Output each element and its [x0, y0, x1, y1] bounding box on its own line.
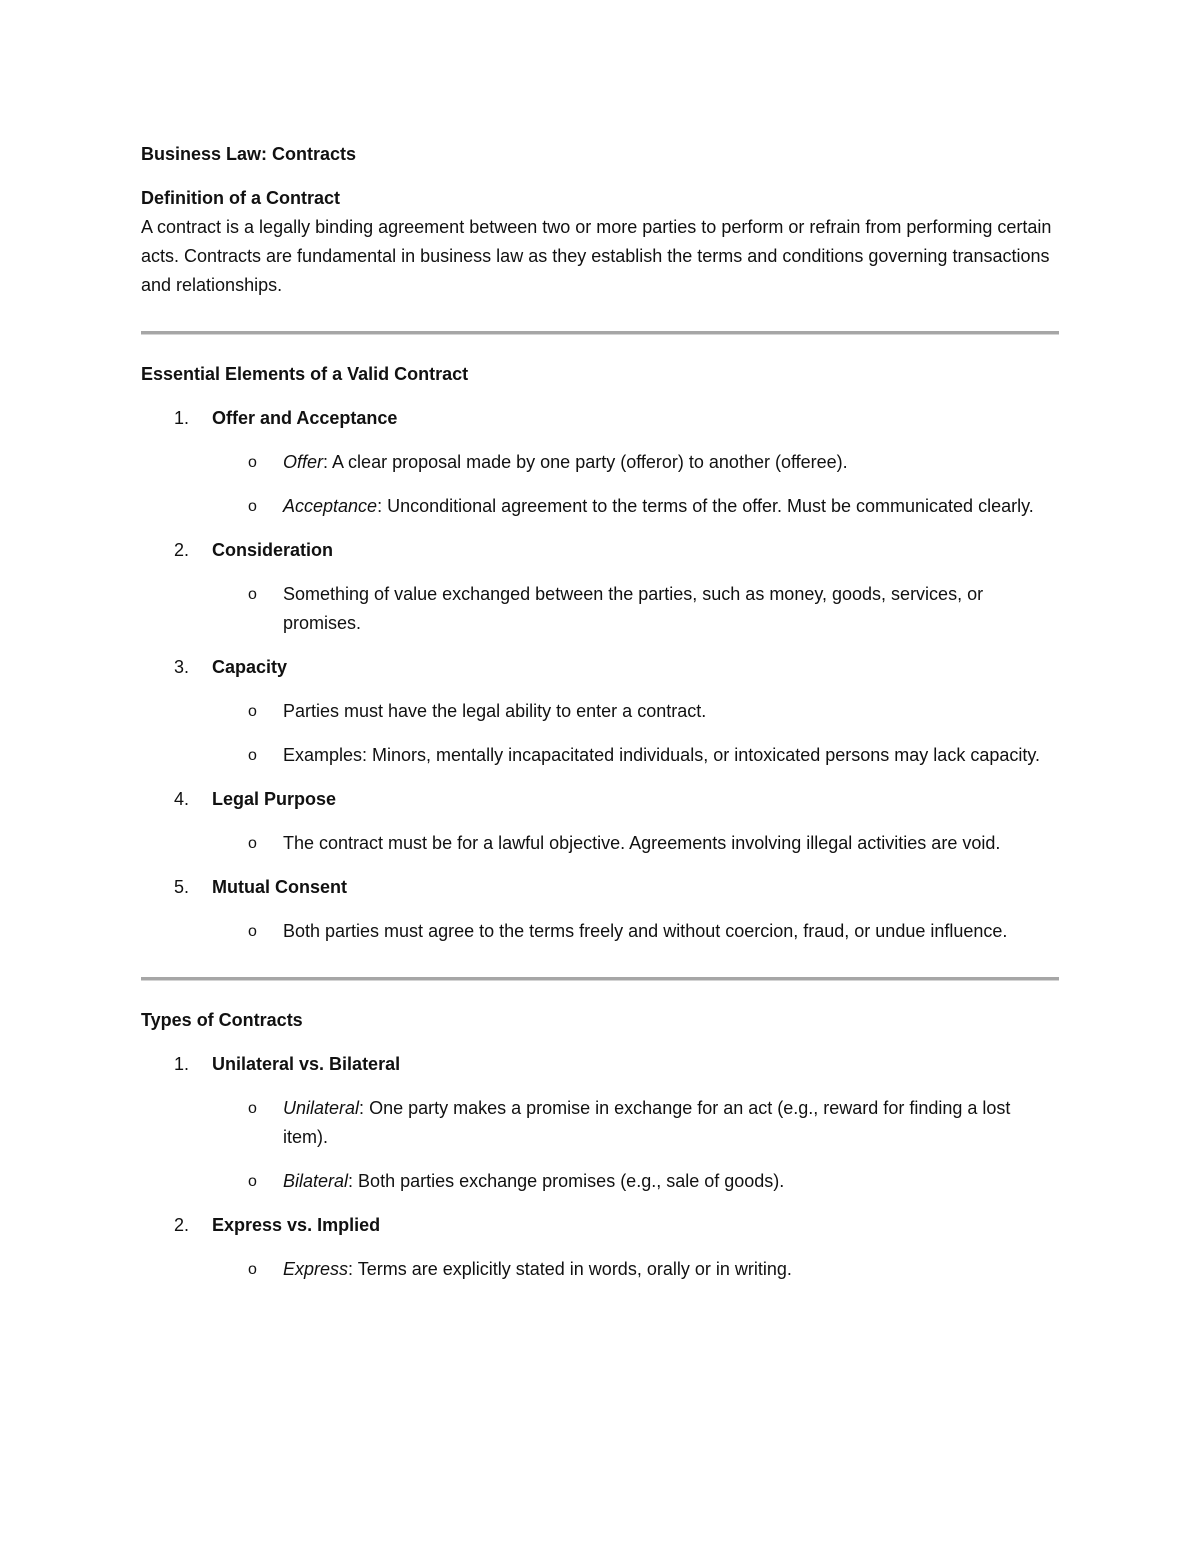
sub-list [212, 1094, 1059, 1196]
sub-item-text: One party makes a promise in exchange for an act (e.g., reward for finding a lost item). [283, 1098, 1011, 1147]
sub-item-text: Terms are explicitly stated in words, orally or in writing. [353, 1259, 792, 1279]
term-label: Bilateral [283, 1171, 349, 1191]
sub-item-text: Both parties must agree to the terms freely and without coercion, fraud, or undue influence. [283, 921, 1008, 941]
list-item-title: Consideration [212, 540, 334, 560]
section-divider [141, 977, 1059, 981]
list-item-title: Mutual Consent [212, 877, 347, 897]
term-separator: : [359, 1098, 365, 1118]
term-label: Acceptance [283, 496, 378, 516]
circle-bullet-icon: o [248, 1100, 257, 1117]
sub-list-item [212, 829, 1059, 858]
term-separator: : [323, 452, 329, 472]
sub-item-text: The contract must be for a lawful objective. Agreements involving illegal activities are void. [283, 833, 1001, 853]
sub-item-text: Both parties exchange promises (e.g., sale of goods). [353, 1171, 785, 1191]
types-item [141, 1050, 1059, 1196]
circle-bullet-icon: o [248, 1173, 257, 1190]
term-label: Unilateral [283, 1098, 360, 1118]
list-number: 3. [174, 657, 190, 677]
list-item-title: Capacity [212, 657, 288, 677]
sub-list-item [212, 697, 1059, 726]
definition-paragraph: A contract is a legally binding agreement between two or more parties to perform or refrain from performing certain acts. Contracts are fundamental in business law as they establish the terms and conditions governing transactions and relationships. [141, 217, 1052, 295]
elements-item [141, 785, 1059, 858]
elements-item [141, 873, 1059, 946]
sub-list [212, 917, 1059, 946]
circle-bullet-icon: o [248, 923, 257, 940]
sub-list [212, 448, 1059, 521]
circle-bullet-icon: o [248, 1261, 257, 1278]
list-number: 1. [174, 1054, 190, 1074]
circle-bullet-icon: o [248, 454, 257, 471]
document-title: Business Law: Contracts [141, 144, 357, 164]
sub-item-text: Parties must have the legal ability to enter a contract. [283, 701, 707, 721]
sub-list [212, 697, 1059, 770]
list-number: 5. [174, 877, 190, 897]
types-item [141, 1211, 1059, 1284]
list-number: 2. [174, 540, 190, 560]
elements-item [141, 404, 1059, 521]
types-list [141, 1050, 1059, 1284]
list-number: 4. [174, 789, 190, 809]
elements-list [141, 404, 1059, 946]
sub-list [212, 580, 1059, 638]
section-divider [141, 331, 1059, 335]
sub-list-item [212, 741, 1059, 770]
list-item-title: Offer and Acceptance [212, 408, 398, 428]
term-separator: : [348, 1171, 354, 1191]
sub-list-item [212, 1255, 1059, 1284]
types-heading: Types of Contracts [141, 1010, 303, 1030]
sub-list-item [212, 492, 1059, 521]
list-number: 2. [174, 1215, 190, 1235]
document-content [141, 140, 1059, 1299]
elements-section [141, 360, 1059, 946]
elements-item [141, 653, 1059, 770]
term-separator: : [348, 1259, 354, 1279]
sub-list [212, 1255, 1059, 1284]
list-item-title: Express vs. Implied [212, 1215, 381, 1235]
term-label: Express [283, 1259, 349, 1279]
sub-item-text: Something of value exchanged between the parties, such as money, goods, services, or promises. [283, 584, 984, 633]
term-label: Offer [283, 452, 324, 472]
sub-item-text: A clear proposal made by one party (offeror) to another (offeree). [328, 452, 848, 472]
circle-bullet-icon: o [248, 703, 257, 720]
circle-bullet-icon: o [248, 835, 257, 852]
sub-list [212, 829, 1059, 858]
circle-bullet-icon: o [248, 747, 257, 764]
elements-item [141, 536, 1059, 638]
sub-list-item [212, 448, 1059, 477]
sub-item-text: Examples: Minors, mentally incapacitated individuals, or intoxicated persons may lack capacity. [283, 745, 1041, 765]
elements-heading: Essential Elements of a Valid Contract [141, 364, 469, 384]
list-number: 1. [174, 408, 190, 428]
circle-bullet-icon: o [248, 498, 257, 515]
sub-list-item [212, 917, 1059, 946]
types-section [141, 1006, 1059, 1284]
list-item-title: Unilateral vs. Bilateral [212, 1054, 401, 1074]
sub-item-text: Unconditional agreement to the terms of the offer. Must be communicated clearly. [382, 496, 1034, 516]
list-item-title: Legal Purpose [212, 789, 337, 809]
sub-list-item [212, 1167, 1059, 1196]
definition-heading: Definition of a Contract [141, 188, 340, 208]
circle-bullet-icon: o [248, 586, 257, 603]
term-separator: : [377, 496, 383, 516]
sub-list-item [212, 1094, 1059, 1152]
sub-list-item [212, 580, 1059, 638]
